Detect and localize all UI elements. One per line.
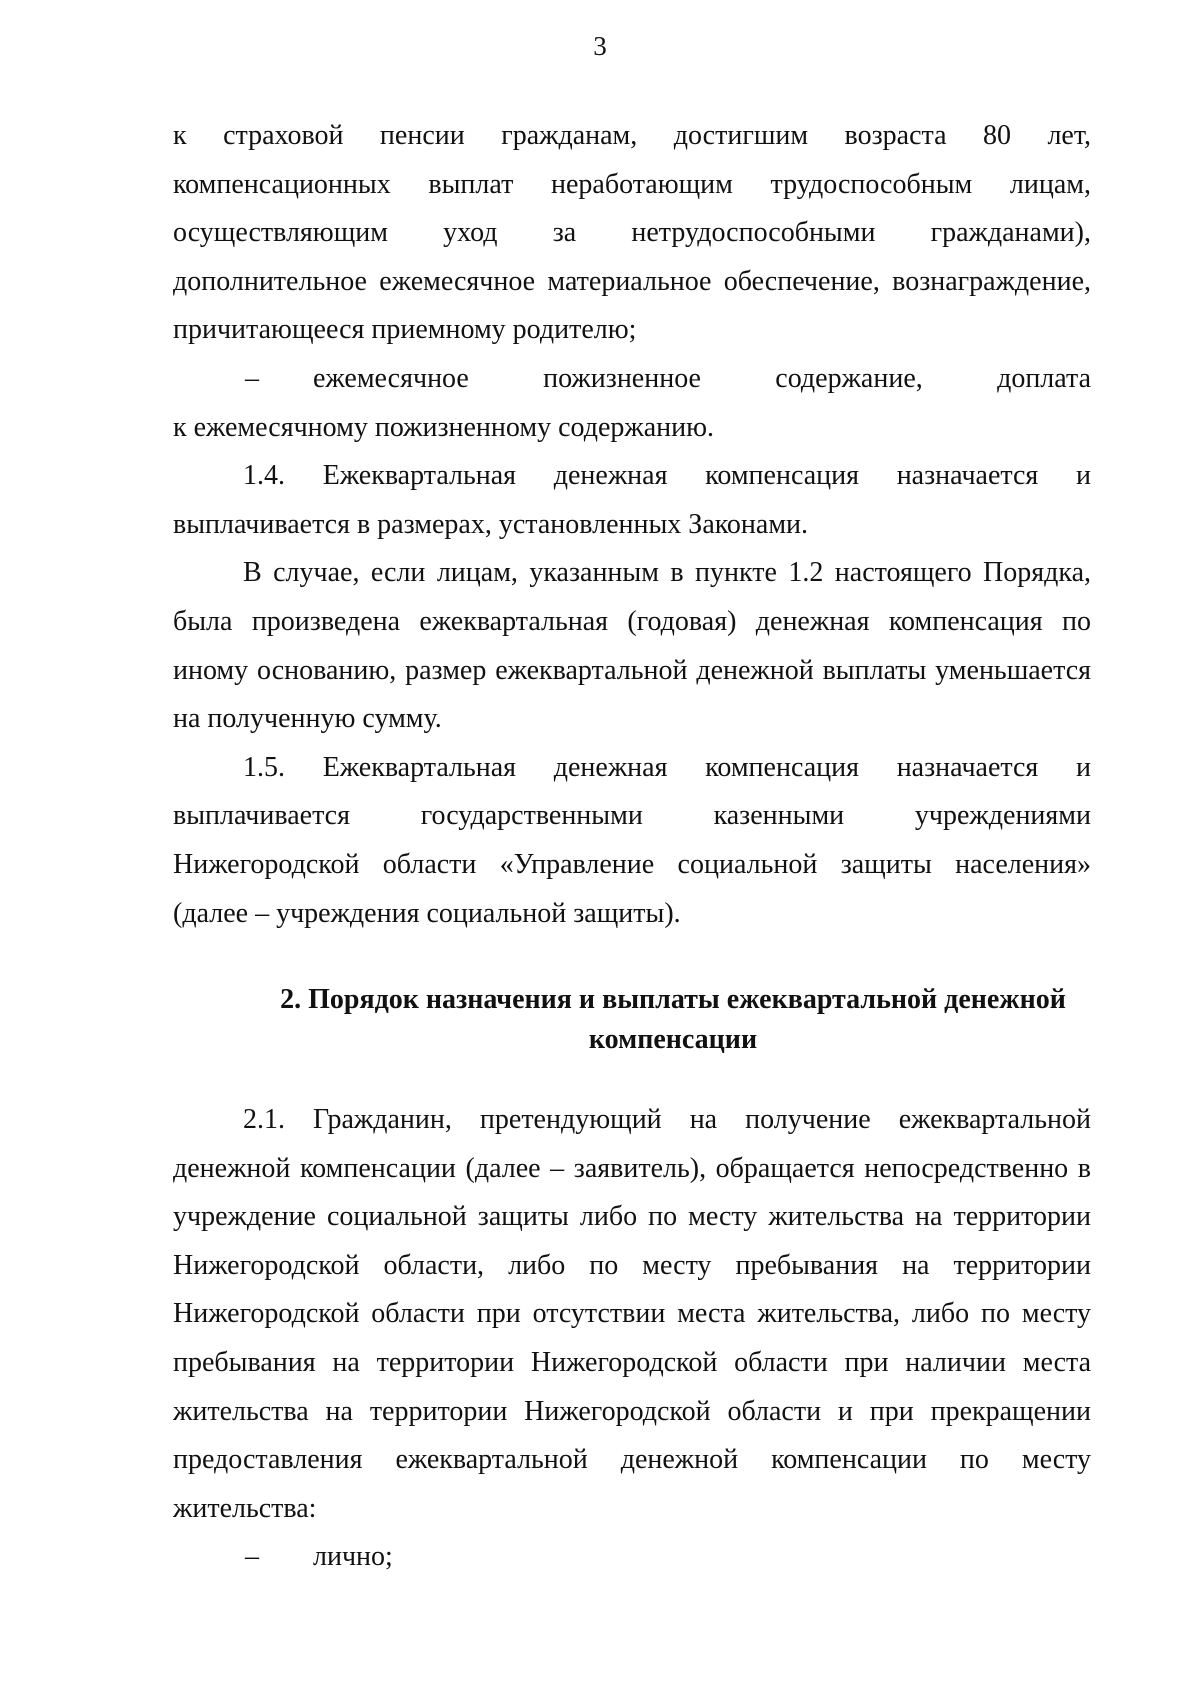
list-dash: –	[245, 1541, 259, 1573]
section-heading-line-1: 2. Порядок назначения и выплаты ежеквартальной денежной	[280, 984, 1066, 1016]
section-heading	[173, 980, 1091, 1060]
list-item-in-person	[173, 1533, 1091, 1582]
list-item-text: ежемесячное пожизненное содержание, доплата	[313, 362, 1091, 394]
list-item-text: лично;	[313, 1541, 393, 1573]
list-item-text-continued: к ежемесячному пожизненному содержанию.	[173, 411, 715, 443]
paragraph-1-4-case: В случае, если лицам, указанным в пункте 1.2 настоящего Порядка, была произведена ежеквартальная (годовая) денежная компенсация по иному основанию, размер ежеквартальной денежной выплаты уменьшается на полученную сумму.	[173, 557, 1091, 735]
paragraph-continuation: к страховой пенсии гражданам, достигшим возраста 80 лет, компенсационных выплат неработающим трудоспособным лицам, осуществляющим уход за нетрудоспособными гражданами), дополнительное ежемесячное материальное обеспечение, вознаграждение, причитающееся приемному родителю;	[173, 120, 1091, 346]
list-item-lifetime-allowance	[173, 355, 1091, 404]
paragraph-1-5: 1.5. Ежеквартальная денежная компенсация назначается и выплачивается государственными казенными учреждениями Нижегородской области «Управление социальной защиты населения» (далее – учреждения социальной защиты).	[173, 751, 1091, 929]
list-dash: –	[245, 362, 259, 394]
page-number: 3	[593, 31, 607, 61]
section-heading-line-2: компенсации	[588, 1024, 758, 1056]
document-body	[173, 112, 1091, 1582]
paragraph-2-1: 2.1. Гражданин, претендующий на получение ежеквартальной денежной компенсации (далее – заявитель), обращается непосредственно в учреждение социальной защиты либо по месту жительства на территории Нижегородской области, либо по месту пребывания на территории Нижегородской области при отсутствии места жительства, либо по месту пребывания на территории Нижегородской области при наличии места жительства на территории Нижегородской области и при прекращении предоставления ежеквартальной денежной компенсации по месту жительства:	[173, 1104, 1091, 1524]
paragraph-1-4: 1.4. Ежеквартальная денежная компенсация назначается и выплачивается в размерах, установленных Законами.	[173, 460, 1091, 540]
